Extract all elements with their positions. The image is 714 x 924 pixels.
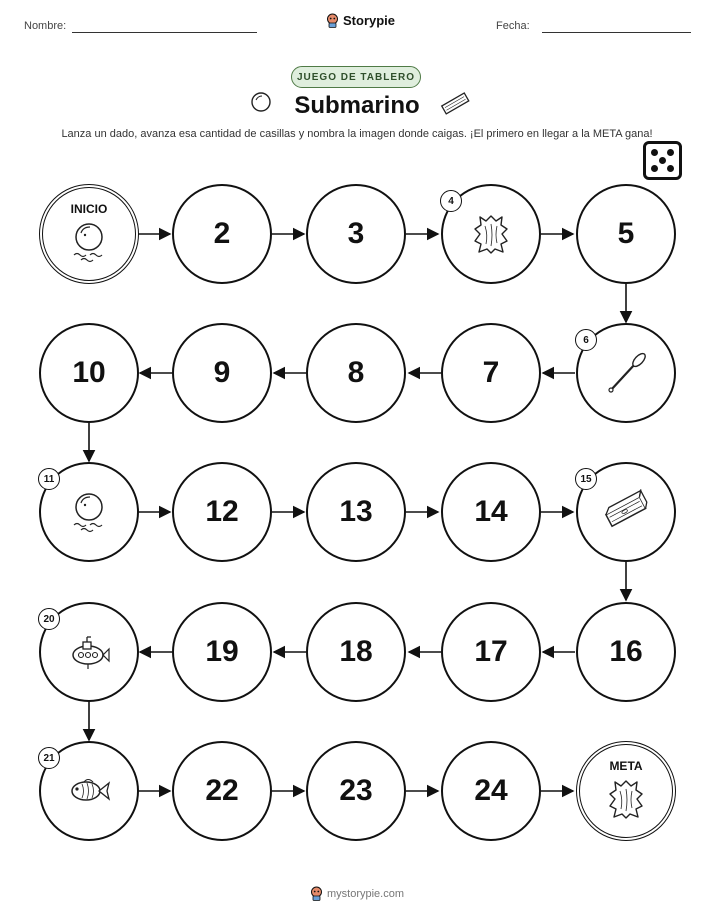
space-number: 12 [205, 495, 239, 528]
space-number-badge: 11 [38, 468, 60, 490]
space-number: 24 [474, 774, 508, 807]
space-number: 3 [347, 217, 365, 250]
board-space [306, 323, 406, 423]
board-space [306, 184, 406, 284]
space-number: 8 [347, 356, 365, 389]
board-space [39, 462, 139, 562]
board-space [441, 741, 541, 841]
space-number: 7 [482, 356, 500, 389]
board-space [576, 323, 676, 423]
date-label: Fecha: [496, 20, 530, 32]
paddle-icon [603, 350, 649, 396]
board-space [306, 462, 406, 562]
space-number: 18 [339, 635, 373, 668]
bubble-icon [66, 489, 112, 535]
board-space [306, 602, 406, 702]
space-number: 14 [474, 495, 508, 528]
brand-name: Storypie [343, 13, 396, 28]
board-space [576, 462, 676, 562]
board-space [172, 184, 272, 284]
space-label: META [609, 759, 643, 773]
start-space [39, 184, 139, 284]
storypie-mascot-icon [310, 886, 323, 901]
board-space [39, 741, 139, 841]
space-number: 13 [339, 495, 373, 528]
space-label: INICIO [70, 202, 108, 216]
space-number-badge: 4 [440, 190, 462, 212]
space-number-badge: 15 [575, 468, 597, 490]
board-space [172, 602, 272, 702]
board-space [441, 602, 541, 702]
board-space [441, 323, 541, 423]
space-number: 9 [213, 356, 231, 389]
space-number: 5 [617, 217, 635, 250]
leather-hide-icon [468, 211, 514, 257]
footer [0, 886, 714, 901]
board-space [576, 184, 676, 284]
space-number: 10 [72, 356, 106, 389]
bubble-icon [66, 219, 112, 265]
board-space [441, 462, 541, 562]
board-space [172, 323, 272, 423]
space-number-badge: 6 [575, 329, 597, 351]
finish-space [576, 741, 676, 841]
board-space [172, 462, 272, 562]
page-title: Submarino [294, 92, 420, 119]
board-space [576, 602, 676, 702]
name-label: Nombre: [24, 20, 67, 32]
wood-plank-icon [603, 489, 649, 535]
instructions: Lanza un dado, avanza esa cantidad de casillas y nombra la imagen donde caigas. ¡El primero en llegar a la META gana! [61, 128, 653, 140]
game-type-badge: JUEGO DE TABLERO [291, 66, 421, 88]
fish-icon [66, 768, 112, 814]
board-space [172, 741, 272, 841]
space-number: 19 [205, 635, 239, 668]
space-number: 2 [213, 217, 231, 250]
submarine-icon [66, 629, 112, 675]
space-number-badge: 21 [38, 747, 60, 769]
board-space [306, 741, 406, 841]
board-space [441, 184, 541, 284]
leather-hide-icon [603, 776, 649, 822]
board-space [39, 602, 139, 702]
footer-url: mystorypie.com [326, 887, 405, 900]
space-number: 22 [205, 774, 239, 807]
board-space [39, 323, 139, 423]
space-number: 17 [474, 635, 508, 668]
space-number: 16 [609, 635, 643, 668]
space-number: 23 [339, 774, 373, 807]
space-number-badge: 20 [38, 608, 60, 630]
